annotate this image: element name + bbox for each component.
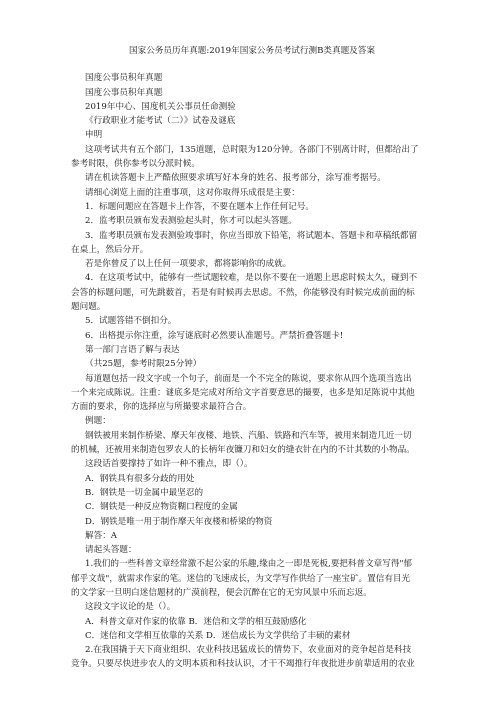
text-line: C．钢铁是一种反应物资糊口程度的金属 [85, 502, 238, 513]
text-line: 5．试题答错不倒扣分。 [85, 316, 177, 327]
text-line: 郁乎文哉"，就需求作家的笔。迷信的飞速成长，为文学写作供给了一座宝矿。置信有目光 [71, 573, 411, 584]
text-line: 的机械，还被用来制造包罗农人的长柄年夜镰刀和妇女的缝衣针在内的不计其数的小物品。 [71, 445, 415, 456]
text-line: 解答：A [85, 530, 117, 541]
text-line: 请起头答题： [85, 545, 137, 556]
text-line: 参考时限，供你参考以分派时候。 [71, 159, 200, 170]
text-line: B．钢铁是一切金属中最坚忍的 [85, 487, 204, 498]
text-line: 申明 [85, 130, 103, 141]
text-line: 这段文字议论的是（）。 [85, 602, 176, 613]
text-line: 2.在我国撬于天下商业组织、农业科技迅猛成长的情势下，农业面对的竞争起首是科技 [85, 645, 412, 656]
text-line: 例题： [85, 416, 111, 427]
text-line: D．钢铁是唯一用于制作摩天年夜楼和桥梁的物资 [85, 516, 273, 527]
text-line: 一个来完成陈说。注重：谜底多是完成对所给文字首要意思的撮要，也多是知足陈说中其他 [71, 387, 415, 398]
text-line: 请细心浏览上面的注重事项，这对你取得乐成很是主要： [85, 187, 300, 198]
text-line: 请在机读答题卡上严酷依照要求填写好本身的姓名、报考部分，涂写准考据号。 [85, 173, 386, 184]
text-line: 题问题。 [71, 302, 106, 313]
text-line: 这段话首要撑持了如许一种不雅点，即（）。 [85, 459, 253, 470]
text-line: （共25题，参考时限25分钟） [85, 359, 202, 370]
text-line: 4．在这项考试中，能够有一些试题较难，是以你不要在一道题上思虑时候太久，碰到不 [85, 273, 418, 284]
text-line: 国度公事员积年真题 [85, 73, 163, 84]
text-line: 的文学家一旦明白迷信题材的广漠前程，便会沉醉在它的无穷风景中乐而忘返。 [71, 587, 372, 598]
text-line: 3．监考职员颁布发表测验竣事时，你应当即放下铅笔，将试题本、答题卡和草稿纸都留 [85, 230, 418, 241]
text-line: 钢铁被用来制作桥梁、摩天年夜楼、地铁、汽船、铁路和汽车等，被用来制造几近一切 [85, 430, 412, 441]
text-line: C．迷信和文学相互依靠的关系 D．迷信成长为文学供给了丰硕的素材 [85, 630, 351, 641]
text-line: 这项考试共有五个部门，135道题，总时限为120分钟。各部门不别离计时，但都给出了 [85, 144, 419, 155]
text-line: A．钢铁具有很多分歧的用处 [85, 473, 195, 484]
text-line: 2019年中心、国度机关公事员任命测验 [85, 101, 236, 112]
text-line: 2．监考职员颁布发表测验起头时，你才可以起头答题。 [85, 216, 297, 227]
text-line: 竞争。只要尽快进步农人的文明本质和科技认识，才干不竭推行年夜批进步前辈适用的农业 [71, 659, 415, 670]
text-line: 《行政职业才能考试（二）》试卷及谜底 [85, 116, 236, 127]
text-line: 1.我们的一些科普文章经常激不起公家的乐趣,缘由之一即是死板,要把科普文章写得"郁 [85, 559, 412, 570]
document-title: 国家公务员历年真题:2019年国家公务员考试行测B类真题及答案 [129, 46, 375, 56]
text-line: 1．标题问题应在答题卡上作答，不要在题本上作任何记号。 [85, 201, 314, 212]
document-body [71, 71, 433, 671]
text-line: A．科普文章对作家的依靠 B．迷信和文学的相互鼓励感化 [85, 616, 307, 627]
text-line: 若是你曾反了以上任何一项要求，都将影响你的成就。 [85, 259, 292, 270]
text-line: 第一部门言语了解与表达 [85, 344, 180, 355]
text-line: 6．出格提示你注重，涂写谜底时必然要认准题号。严禁折叠答题卡! [85, 330, 344, 341]
text-line: 在桌上，然后分开。 [71, 244, 149, 255]
text-line: 国度公事员积年真题 [85, 87, 163, 98]
text-line: 方面的要求，你的选择应与所撮要求最符合合。 [71, 402, 252, 413]
text-line: 会答的标题问题，可先跳薮首，若是有时候再去思虑。不然，你能够没有时候完成前面的标 [71, 287, 415, 298]
text-line: 每道题包括一段文字或一个句子，前面是一个不完全的陈说，要求你从四个选项当选出 [85, 373, 412, 384]
